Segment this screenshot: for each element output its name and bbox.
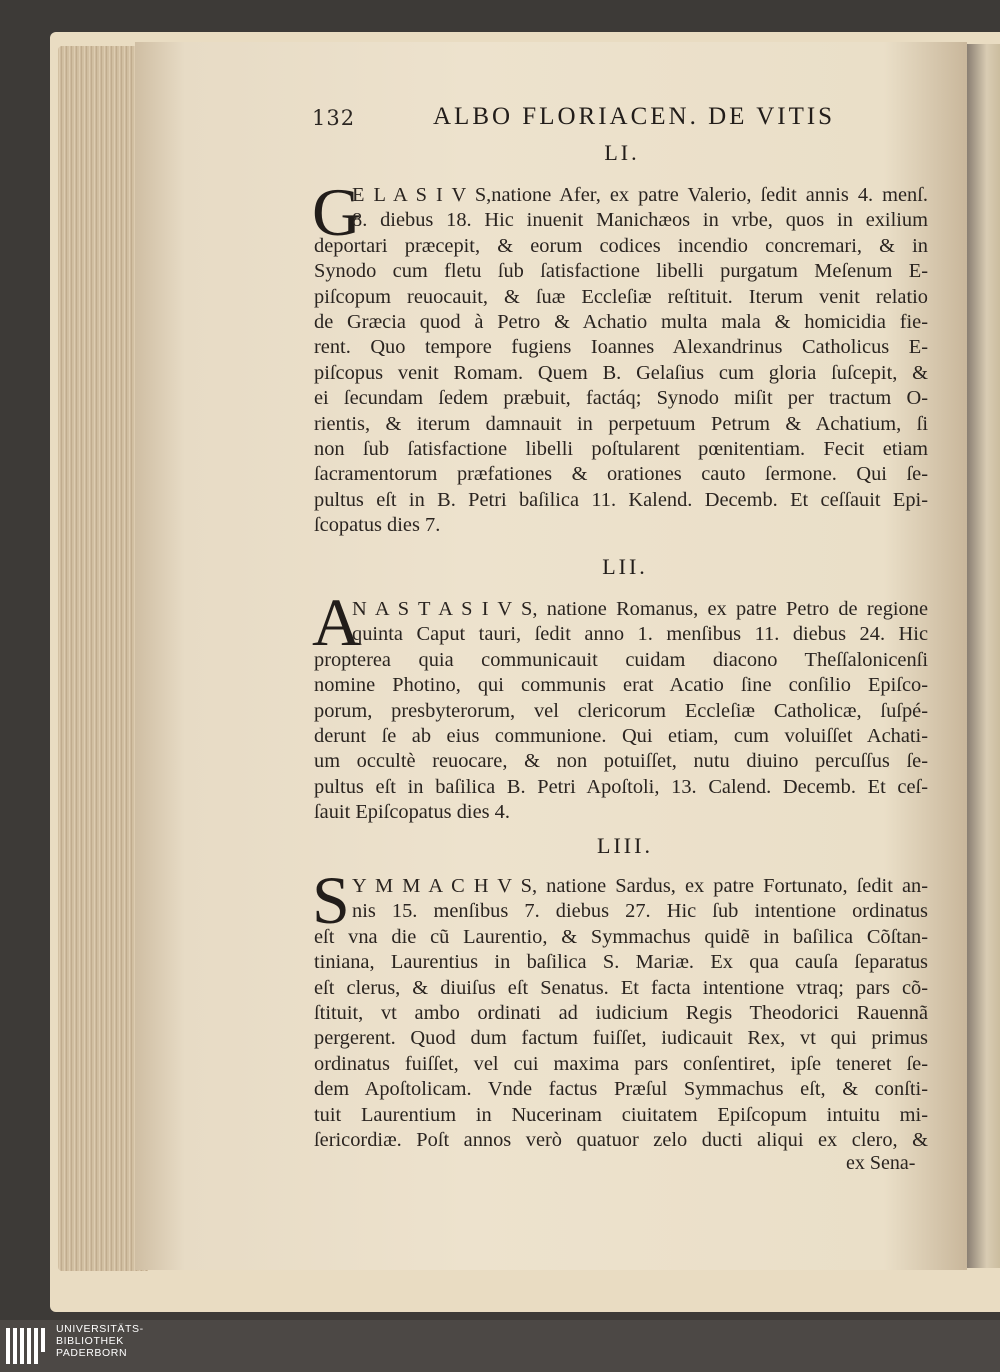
text-line: pergerent. Quod dum factum fuiſſet, iudicauit Rex, vt qui primus bbox=[314, 1027, 928, 1050]
running-head: ALBO FLORIACEN. DE VITIS bbox=[433, 103, 836, 130]
text-line: pultus eſt in baſilica B. Petri Apoſtoli, 13. Calend. Decemb. Et ceſ- bbox=[314, 775, 928, 798]
text-line: 8. diebus 18. Hic inuenit Manichæos in vrbe, quos in exilium bbox=[352, 209, 928, 232]
library-name-line: PADERBORN bbox=[56, 1347, 128, 1359]
drop-cap-s: S bbox=[312, 862, 350, 938]
chapter-liii-text bbox=[314, 874, 928, 1153]
text-line: porum, presbyterorum, vel clericorum Eccleſiæ Catholicæ, ſuſpé- bbox=[314, 699, 928, 722]
text-line: ſacramentorum præfationes & orationes cauto ſermone. Qui ſe- bbox=[314, 463, 928, 486]
library-name-line: UNIVERSITÄTS- bbox=[56, 1323, 144, 1335]
text-line: deportari præcepit, & eorum codices incendio concremari, & in bbox=[314, 234, 928, 257]
text-line: derunt ſe ab eius communione. Qui etiam, cum voluiſſet Achati- bbox=[314, 724, 928, 747]
text-line: tuit Laurentium in Nucerinam ciuitatem Epiſcopum intuitu mi- bbox=[314, 1103, 928, 1126]
text-line: rientis, & iterum damnauit in perpetuum Petrum & Achatium, ſi bbox=[314, 412, 928, 435]
text-line: piſcopus venit Romam. Quem B. Gelaſius cum gloria ſuſcepit, & bbox=[314, 361, 928, 384]
footer-bar bbox=[0, 1320, 1000, 1372]
library-name-line: BIBLIOTHEK bbox=[56, 1335, 124, 1347]
text-line: quinta Caput tauri, ſedit anno 1. menſibus 11. diebus 24. Hic bbox=[352, 623, 928, 646]
text-line: ſcopatus dies 7. bbox=[314, 514, 441, 537]
chapter-heading-li: LI. bbox=[604, 140, 640, 165]
drop-cap-a: A bbox=[312, 584, 362, 660]
text-line: N A S T A S I V S, natione Romanus, ex patre Petro de regione bbox=[352, 598, 928, 620]
library-name bbox=[56, 1323, 144, 1359]
text-line: propterea quia communicauit cuidam diacono Theſſalonicenſi bbox=[314, 648, 928, 671]
text-line: ſericordiæ. Poſt annos verò quatuor zelo ducti aliqui ex clero, & bbox=[314, 1128, 928, 1151]
text-line: ei ſecundam ſedem præbuit, factáq; Synodo miſit per tractum O- bbox=[314, 387, 928, 410]
text-line: eſt clerus, & diuiſus eſt Senatus. Et facta intentione vtraq; pars cõ- bbox=[314, 976, 928, 999]
text-line: piſcopum reuocauit, & ſuæ Eccleſiæ reſtituit. Iterum venit relatio bbox=[314, 285, 928, 308]
text-line: ſtituit, vt ambo ordinati ad iudicium Regis Theodorici Rauennã bbox=[314, 1001, 928, 1024]
chapter-li-text bbox=[312, 174, 928, 538]
text-line: ordinatus fuiſſet, vel cui maxima pars conſentiret, ipſe teneret ſe- bbox=[314, 1052, 928, 1075]
text-line: pultus eſt in B. Petri baſilica 11. Kalend. Decemb. Et ceſſauit Epi- bbox=[314, 488, 928, 511]
drop-cap-g: G bbox=[312, 174, 362, 250]
text-line: um occultè reuocare, & non potuiſſet, nutu diuino percuſſus ſe- bbox=[314, 750, 928, 773]
library-logo-icon bbox=[4, 1324, 48, 1368]
text-line: rent. Quo tempore fugiens Ioannes Alexandrinus Catholicus E- bbox=[314, 336, 928, 359]
text-line: non ſub ſatisfactione libelli poſtularent pœnitentiam. Fecit etiam bbox=[314, 437, 928, 460]
text-line: nis 15. menſibus 7. diebus 27. Hic ſub intentione ordinatus bbox=[352, 900, 928, 923]
text-line: Synodo cum fletu ſub ſatisfactione libelli purgatum Meſenum E- bbox=[314, 260, 928, 283]
text-line: de Græcia quod à Petro & Achatio multa mala & homicidia fie- bbox=[314, 310, 928, 333]
page-number: 132 bbox=[312, 106, 356, 130]
text-line: E L A S I V S,natione Afer, ex patre Valerio, ſedit annis 4. menſ. bbox=[352, 184, 928, 206]
catchword: ex Sena- bbox=[846, 1152, 916, 1174]
text-line: Y M M A C H V S, natione Sardus, ex patre Fortunato, ſedit an- bbox=[352, 875, 928, 897]
chapter-heading-liii: LIII. bbox=[597, 833, 653, 858]
text-line: nomine Photino, qui communis erat Acatio ſine conſilio Epiſco- bbox=[314, 674, 928, 697]
chapter-lii-text bbox=[314, 597, 928, 826]
text-line: eſt vna die cũ Laurentio, & Symmachus quidẽ in baſilica Cõſtan- bbox=[314, 925, 928, 948]
text-line: dem Apoſtolicam. Vnde factus Præſul Symmachus eſt, & conſti- bbox=[314, 1078, 928, 1101]
text-line: ſauit Epiſcopatus dies 4. bbox=[314, 801, 510, 824]
right-page-edge bbox=[967, 44, 1000, 1268]
chapter-heading-lii: LII. bbox=[602, 554, 648, 579]
text-line: tiniana, Laurentius in baſilica S. Mariæ. Ex qua cauſa ſeparatus bbox=[314, 951, 928, 974]
